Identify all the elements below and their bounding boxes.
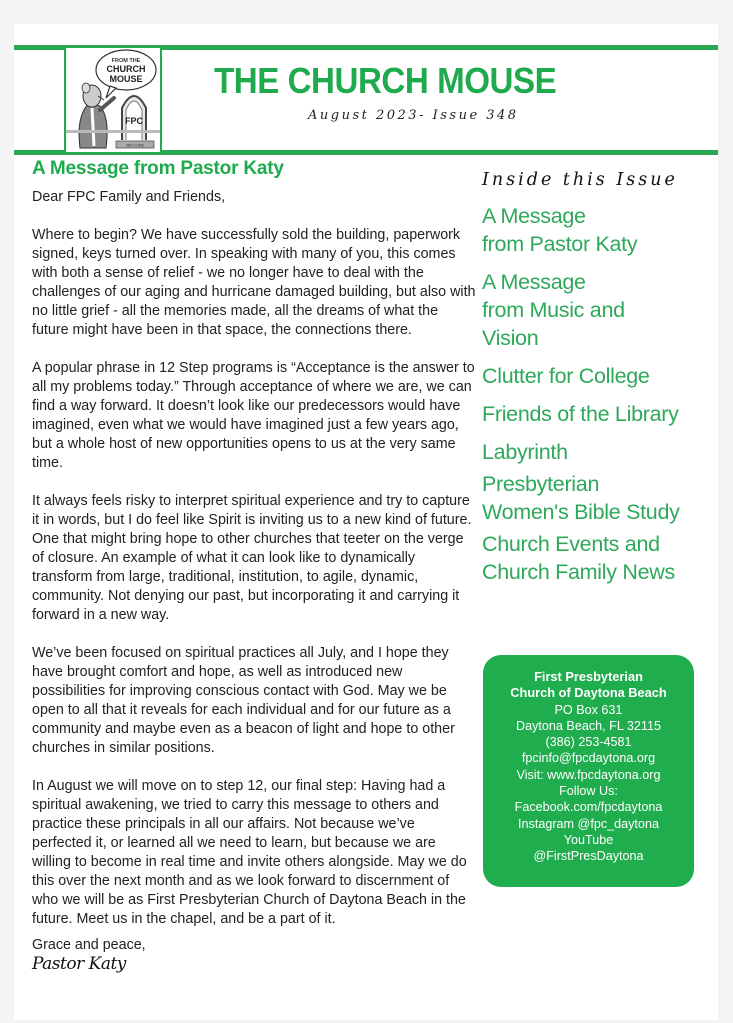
article-paragraph: Where to begin? We have successfully sold the building, paperwork signed, keys turned over. In speaking with many of you, this comes with both a sense of relief - we no longer have to deal with the challenges of our aging and hurricane damaged building, but also with no little grief - all the memories made, all the dreams of what the future might have been in that space, the connections there. (32, 227, 476, 338)
issue-date: August 2023- Issue 348 (308, 108, 519, 123)
toc-item-line: from Pastor Katy (482, 232, 638, 256)
newsletter-title: THE CHURCH MOUSE (214, 60, 557, 101)
article-title: A Message from Pastor Katy (32, 158, 284, 179)
pastor-signature: Pastor Katy (32, 954, 126, 974)
toc-item-line: Women's Bible Study (482, 500, 680, 524)
article-paragraph: It always feels risky to interpret spiritual experience and try to capture it in words, but I do feel like Spirit is inviting us to a new kind of future. One that might bring hope to other churches that teeter on the verge of closure. An example of what it can look like to dynamically transform from large, traditional, institution, to agile, dynamic, community. Not denying our past, but incorporating it and carrying it forward in a new way. (32, 493, 472, 623)
toc-item-labyrinth[interactable] (482, 438, 712, 466)
contact-org-name: Church of Daytona Beach (510, 685, 667, 701)
toc-item-line: A Message (482, 270, 586, 294)
contact-instagram[interactable]: Instagram @fpc_daytona (518, 816, 659, 831)
mouse-illustration (66, 48, 160, 152)
inside-this-issue (482, 170, 712, 596)
toc-item-friends-of-library[interactable] (482, 400, 712, 428)
toc-item-clutter-for-college[interactable] (482, 362, 712, 390)
contact-email[interactable]: fpcinfo@fpcdaytona.org (521, 751, 656, 766)
article-closing: Grace and peace, (32, 937, 146, 953)
contact-follow-label: Follow Us: (559, 784, 618, 799)
svg-text:FPC: FPC (125, 116, 143, 126)
article-paragraph: A popular phrase in 12 Step programs is “Acceptance is the answer to all my problems today.” Through acceptance of where we are, we can find a way forward. It doesn’t look like our predecessors would have imagined, even what we would have imagined just a few years ago, but a whole host of new opportunities opens to us at the very same time. (32, 360, 475, 471)
svg-text:MOUSE: MOUSE (109, 74, 143, 84)
svg-text:CHURCH: CHURCH (106, 64, 146, 74)
contact-po-box: PO Box 631 (554, 702, 623, 717)
newsletter-page (14, 24, 718, 1020)
contact-youtube-label: YouTube (563, 832, 614, 847)
contact-org-name: First Presbyterian (534, 669, 643, 684)
svg-text:WELCOME: WELCOME (125, 143, 145, 148)
contact-website[interactable]: Visit: www.fpcdaytona.org (516, 767, 661, 782)
contact-youtube-handle[interactable]: @FirstPresDaytona (533, 849, 644, 864)
toc-item-church-events[interactable] (482, 530, 712, 586)
toc-item-line: Labyrinth (482, 440, 568, 464)
church-mouse-logo (64, 48, 162, 152)
toc-item-line: Friends of the Library (482, 402, 679, 426)
toc-item-line: Vision (482, 326, 539, 350)
contact-info-box (483, 655, 694, 887)
toc-item-line: Church Family News (482, 560, 675, 584)
toc-item-line: Church Events and (482, 532, 660, 556)
toc-item-music-vision[interactable] (482, 268, 712, 352)
toc-heading: Inside this Issue (482, 170, 678, 190)
toc-item-line: A Message (482, 204, 586, 228)
article-salutation: Dear FPC Family and Friends, (32, 189, 226, 205)
contact-phone: (386) 253-4581 (545, 735, 632, 750)
svg-text:FROM THE: FROM THE (111, 58, 141, 64)
toc-item-womens-bible-study[interactable] (482, 470, 712, 526)
article-paragraph: In August we will move on to step 12, our final step: Having had a spiritual awakening, we tried to carry this message to others and practice these principals in all our affairs. Not because we’ve perfected it, or learned all we need to learn, but because we are willing to become in real time and invite others alongside. May we do this over the next month and as we look forward to discernment of who we will be as First Presbyterian Church of Daytona Beach in the future. Meet us in the chapel, and be a part of it. (32, 778, 467, 927)
contact-city: Daytona Beach, FL 32115 (516, 718, 661, 733)
toc-item-pastor-message[interactable] (482, 202, 712, 258)
contact-facebook[interactable]: Facebook.com/fpcdaytona (514, 800, 663, 815)
toc-item-line: from Music and (482, 298, 625, 322)
pastor-message-article (32, 158, 477, 974)
toc-item-line: Presbyterian (482, 472, 600, 496)
toc-item-line: Clutter for College (482, 364, 650, 388)
article-paragraph: We’ve been focused on spiritual practices all July, and I hope they have brought comfort and hope, as well as introduced new possibilities for improving conscious contact with God. May we be open to all that it reveals for each individual and for our future as a community and maybe even as a beacon of light and hope to other churches in similar positions. (32, 645, 455, 756)
